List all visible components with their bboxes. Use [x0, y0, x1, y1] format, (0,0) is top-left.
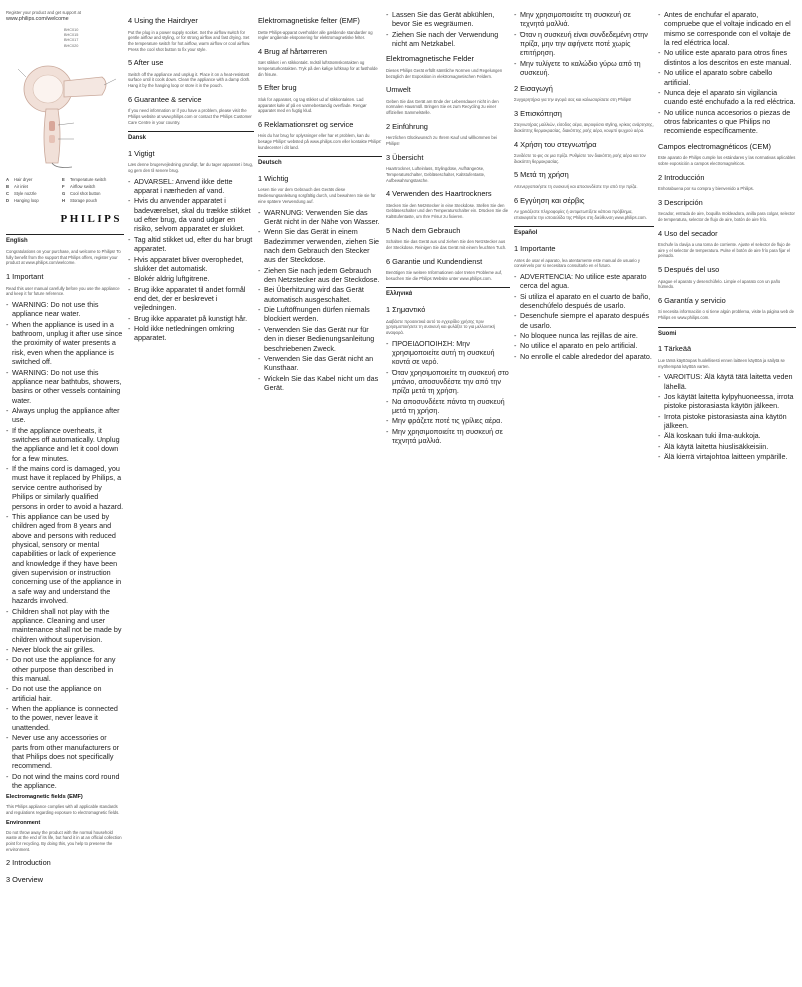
warning-item: - Wenn Sie das Gerät in einem Badezimmer verwenden, ziehen Sie nach dem Gebrauch den Stecker aus der Steckdose. [258, 227, 382, 264]
philips-logo: PHILIPS [60, 213, 122, 225]
section-title: Elektromagnetische Felder [386, 54, 474, 64]
carryover-warnings [386, 10, 510, 48]
warning-item: - Älä käytä laitetta hiuslisäkkeisiin. [658, 442, 796, 451]
section-title: 1 Tärkeää [658, 344, 692, 354]
english-warnings [6, 300, 124, 790]
section-title: 4 Χρήση του στεγνωτήρα [514, 139, 597, 149]
model-number: BHC017 [64, 38, 79, 43]
warning-item: - Älä kierrä virtajohtoa laitteen ympärille. [658, 452, 796, 461]
language-warnings [128, 177, 254, 343]
warning-item: - Älä koskaan tuki ilma-aukkoja. [658, 431, 796, 440]
warning-item: - WARNING: Do not use this appliance near water. [6, 300, 124, 319]
warning-item: - Hvis du anvender apparatet i badeværelset, skal du trække stikket ud efter brug, da vand udgør en risiko, selvom apparatet er slukket. [128, 196, 254, 233]
section-title: 6 Reklamationsret og service [258, 119, 354, 129]
part-label: Hanging loop [14, 198, 39, 204]
part-key: F [62, 184, 65, 190]
warning-item: - Children shall not play with the appliance. Cleaning and user maintenance shall not be made by children without supervision. [6, 607, 124, 644]
warning-item: - Blokér aldrig luftgitrene. [128, 274, 254, 283]
warning-item: - WARNUNG: Verwenden Sie das Gerät nicht in der Nähe von Wasser. [258, 208, 382, 227]
english-intro: Congratulations on your purchase, and welcome to Philips! To fully benefit from the support that Philips offers, register your product at www.philips.com/welcome. [6, 249, 121, 266]
column-3 [258, 0, 382, 987]
register-line: Register your product and get support at [6, 10, 81, 15]
section-text: Si necesita información o si tiene algún problema, visite la página web de Philips en www.philips.com. [658, 309, 794, 321]
language-heading: Español [514, 226, 654, 238]
model-number: BHC010 [64, 27, 79, 32]
language-heading: Suomi [658, 327, 796, 339]
important-intro: Lue tämä käyttöopas huolellisesti ennen laitteen käyttöä ja säilytä se myöhempää käyttöä varten. [658, 357, 785, 369]
warning-item: - If the mains cord is damaged, you must have it replaced by Philips, a service centre authorised by Philips or similarly qualified persons in order to avoid a hazard. [6, 464, 124, 511]
language-heading: Dansk [128, 131, 254, 143]
warning-item: - WARNING: Do not use this appliance near bathtubs, showers, basins or other vessels containing water. [6, 368, 124, 405]
warning-item: - Jos käytät laitetta kylpyhuoneessa, irrota pistoke pistorasiasta käytön jälkeen. [658, 392, 796, 411]
warning-item: - Desenchufe siempre el aparato después de usarlo. [514, 311, 654, 330]
section-text: Schalten Sie das Gerät aus und ziehen Sie den Netzstecker aus der Steckdose. Reinigen Sie das Gerät mit einem feuchten Tuch. [386, 239, 507, 250]
important-intro: Διαβάστε προσεκτικά αυτό το εγχειρίδιο χρήσης πριν χρησιμοποιήσετε τη συσκευή και φυλάξτε το για μελλοντική αναφορά. [386, 318, 496, 335]
section-text: Stecken Sie den Netzstecker in eine Steckdose. Stellen Sie den Gebläseschalter und den Temperaturschalter ein. Drücken Sie die Kaltstufentaste, um Ihre Frisur zu fixieren. [386, 202, 509, 220]
part-key: G [62, 191, 66, 197]
section-title: 5 Μετά τη χρήση [514, 170, 569, 180]
warning-item: - Antes de enchufar el aparato, compruebe que el voltaje indicado en el mismo se corresponde con el voltaje de la red eléctrica local. [658, 10, 796, 47]
column-5 [514, 0, 654, 987]
section-text: Enhorabuena por su compra y bienvenido a Philips. [658, 186, 754, 192]
important-intro: Lesen Sie vor dem Gebrauch des Geräts diese Bedienungsanleitung sorgfältig durch, und bewahren Sie sie für eine spätere Verwendung auf. [258, 187, 376, 204]
language-heading: Ελληνικά [386, 287, 510, 299]
warning-item: - Do not use the appliance on artificial hair. [6, 684, 124, 703]
warning-item: - Να αποσυνδέετε πάντα τη συσκευή μετά τη χρήση. [386, 397, 510, 416]
section-text: Συγχαρητήρια για την αγορά σας και καλωσορίσατε στη Philips! [514, 97, 632, 103]
section-title: 4 Brug af hårtørreren [258, 46, 328, 56]
model-number: BHC020 [64, 43, 79, 48]
section-title: 5 Después del uso [658, 265, 720, 275]
warning-item: - No utilice el aparato sobre cabello artificial. [658, 68, 796, 87]
section-title: 2 Introduction [6, 858, 51, 868]
warning-item: - If the appliance overheats, it switches off automatically. Unplug the appliance and let it cool down for a few minutes. [6, 426, 124, 463]
section-title: Electromagnetic fields (EMF) [6, 794, 83, 801]
warning-item: - Do not use the appliance for any other purpose than described in this manual. [6, 655, 124, 683]
section-text: Apague el aparato y desenchúfelo. Limpie el aparato con un paño húmedo. [658, 278, 781, 290]
language-warnings [514, 272, 654, 361]
model-number: BHC015 [64, 33, 79, 38]
warning-item: - Die Luftöffnungen dürfen niemals blockiert werden. [258, 305, 382, 324]
emf-text: This Philips appliance complies with all applicable standards and regulations regarding exposure to electromagnetic fields. [6, 804, 120, 815]
section-title: 6 Guarantee & service [128, 94, 202, 104]
section-title: 5 After use [128, 58, 164, 68]
warning-item: - Ziehen Sie nach jedem Gebrauch den Netzstecker aus der Steckdose. [258, 266, 382, 285]
warning-item: - Ziehen Sie nach der Verwendung nicht am Netzkabel. [386, 30, 510, 49]
warning-item: - ADVERTENCIA: No utilice este aparato cerca del agua. [514, 272, 654, 291]
warning-item: - Verwenden Sie das Gerät nur für den in dieser Bedienungsanleitung beschriebenen Zweck. [258, 325, 382, 353]
part-key: H [62, 198, 66, 204]
section-text: If you need information or if you have a problem, please visit the Philips website at www.philips.com or contact the Philips Customer Care Centre in your country. [128, 108, 252, 125]
register-block [6, 10, 124, 24]
section-text: Herzlichen Glückwunsch zu Ihrem Kauf und willkommen bei Philips! [386, 135, 498, 147]
warning-item: - Hvis apparatet bliver overophedet, slukker det automatisk. [128, 255, 254, 274]
warning-item: - Όταν η συσκευή είναι συνδεδεμένη στην πρίζα, μην την αφήνετε ποτέ χωρίς επιτήρηση. [514, 30, 654, 58]
section-text: Geben Sie das Gerät am Ende der Lebensdauer nicht in den normalen Hausmüll. Bringen Sie es zum Recycling zu einer offiziellen Sammelstelle. [386, 98, 499, 116]
part-key: A [6, 177, 10, 183]
section-title: 3 Übersicht [386, 152, 424, 162]
part-label: Hair dryer [14, 177, 33, 183]
warning-item: - Never block the air grilles. [6, 645, 124, 654]
section-text: Secador, entrada de aire, boquilla moldeadora, anilla para colgar, selector de temperatura, selector de flujo de aire, botón de aire frío. [658, 211, 795, 222]
warning-item: - Nunca deje el aparato sin vigilancia cuando esté enchufado a la red eléctrica. [658, 88, 796, 107]
hair-dryer-illustration [6, 59, 124, 171]
warning-item: - When the appliance is connected to the power, never leave it unattended. [6, 704, 124, 732]
section-title: 6 Εγγύηση και σέρβις [514, 195, 585, 205]
warning-item: - No bloquee nunca las rejillas de aire. [514, 331, 654, 340]
section-title: 4 Uso del secador [658, 228, 718, 238]
column-2 [128, 0, 254, 987]
important-intro: Læs denne brugervejledning grundigt, før du tager apparatet i brug, og gem den til senere brug. [128, 162, 254, 173]
section-text: Dieses Philips Gerät erfüllt sämtliche Normen und Regelungen bezüglich der Exposition in elektromagnetischen Feldern. [386, 67, 503, 79]
section-text: Dette Philips-apparat overholder alle gældende standarder og regler angående eksponering for elektromagnetiske felter. [258, 29, 373, 41]
section-title: 1 Vigtigt [128, 148, 155, 158]
warning-item: - When the appliance is used in a bathroom, unplug it after use since the proximity of water presents a risk, even when the appliance is switched off. [6, 320, 124, 367]
warning-item: - Μην φράζετε ποτέ τις γρίλιες αέρα. [386, 416, 510, 425]
section-title: 2 Εισαγωγή [514, 83, 553, 93]
language-warnings [258, 208, 382, 393]
parts-legend [6, 177, 124, 204]
part-label: Airflow switch [70, 184, 96, 190]
support-url[interactable]: www.philips.com/welcome [6, 15, 69, 22]
warning-item: - Irrota pistoke pistorasiasta aina käytön jälkeen. [658, 412, 796, 431]
warning-item: - Hold ikke netledningen omkring apparatet. [128, 324, 254, 343]
section-text: Este aparato de Philips cumple los estándares y las normativas aplicables sobre exposición a campos electromagnéticos. [658, 155, 796, 166]
part-label: Cool shot button [70, 191, 101, 197]
warning-item: - Bei Überhitzung wird das Gerät automatisch ausgeschaltet. [258, 285, 382, 304]
section-title: 4 Verwenden des Haartrockners [386, 189, 492, 199]
warning-item: - ΠΡΟΕΙΔΟΠΟΙΗΣΗ: Μην χρησιμοποιείτε αυτή τη συσκευή κοντά σε νερό. [386, 339, 510, 367]
warning-item: - Si utiliza el aparato en el cuarto de baño, desenchúfelo después de usarlo. [514, 292, 654, 311]
part-key: D [6, 198, 10, 204]
warning-item: - No utilice este aparato para otros fines distintos a los descritos en este manual. [658, 48, 796, 67]
carryover-warnings [658, 10, 796, 136]
section-title: 3 Overview [6, 874, 43, 884]
warning-item: - Wickeln Sie das Kabel nicht um das Gerät. [258, 374, 382, 393]
warning-item: - VAROITUS: Älä käytä tätä laitetta veden lähellä. [658, 372, 796, 391]
warning-item: - Always unplug the appliance after use. [6, 406, 124, 425]
section-title: 6 Garantie und Kundendienst [386, 256, 483, 266]
warning-item: - Μην χρησιμοποιείτε τη συσκευή σε τεχνητά μαλλιά. [386, 427, 510, 446]
environment-text: Do not throw away the product with the normal household waste at the end of its life, but hand it in at an official collection point for recycling. By doing this, you help to preserve the environment. [6, 829, 122, 852]
section-title: 3 Descripción [658, 197, 703, 207]
warning-item: - No utilice nunca accesorios o piezas de otros fabricantes o que Philips no recomiende específicamente. [658, 108, 796, 136]
section-text: Enchufe la clavija a una toma de corriente. Ajuste el selector de flujo de aire y el selector de temperatura. Pulse el botón de aire frío para fijar el peinado. [658, 242, 791, 259]
section-title: 5 Nach dem Gebrauch [386, 225, 461, 235]
section-title: 5 Efter brug [258, 83, 297, 93]
section-text: Αν χρειάζεστε πληροφορίες ή αντιμετωπίζετε κάποιο πρόβλημα, επισκεφτείτε την ιστοσελίδα της Philips στη διεύθυνση www.philips.com. [514, 209, 647, 220]
section-text: Στεγνωτήρας μαλλιών, είσοδος αέρα, ακροφύσιο styling, κρίκος ανάρτησης, διακόπτης θερμοκρασίας, διακόπτης ροής αέρα, κουμπί ψυχρού αέρα. [514, 122, 654, 133]
section-title: 2 Einführung [386, 121, 428, 131]
section-title: 1 Importante [514, 243, 556, 253]
section-title: Elektromagnetiske felter (EMF) [258, 16, 360, 25]
column-4 [386, 0, 510, 987]
section-title: 6 Garantía y servicio [658, 295, 726, 305]
important-intro: Read this user manual carefully before you use the appliance and keep it for future reference. [6, 285, 120, 297]
section-text: Απενεργοποιήστε τη συσκευή και αποσυνδέστε την από την πρίζα. [514, 183, 638, 189]
part-key: C [6, 191, 10, 197]
column-1 [6, 0, 124, 987]
warning-item: - Μην τυλίγετε το καλώδιο γύρω από τη συσκευή. [514, 59, 654, 78]
warning-item: - Do not wind the mains cord round the appliance. [6, 772, 124, 791]
warning-item: - Brug ikke apparatet til andet formål end det, der er beskrevet i vejledningen. [128, 285, 254, 313]
language-warnings [386, 339, 510, 446]
language-heading-english: English [6, 234, 124, 246]
warning-item: - Never use any accessories or parts from other manufacturers or that Philips does not specifically recommend. [6, 733, 124, 770]
warning-item: - Verwenden Sie das Gerät nicht an Kunsthaar. [258, 354, 382, 373]
section-title: 2 Introducción [658, 172, 705, 182]
section-title: 1 Σημαντικό [386, 304, 426, 314]
part-label: Temperature switch [70, 177, 107, 183]
part-label: Style nozzle [14, 191, 37, 197]
section-title: 1 Wichtig [258, 173, 289, 183]
section-title: 1 Important [6, 272, 44, 282]
model-numbers [64, 28, 124, 50]
important-intro: Antes de usar el aparato, lea atentamente este manual de usuario y consérvelo por si necesitara consultarlo en el futuro. [514, 257, 640, 269]
section-title: Umwelt [386, 85, 411, 95]
section-text: Hvis du har brug for oplysninger eller har et problem, kan du besøge Philips' websted på www.philips.com eller kontakte Philips' kundecenter i dit land. [258, 133, 382, 150]
part-key: E [62, 177, 65, 183]
warning-item: - No utilice el aparato en pelo artificial. [514, 341, 654, 350]
warning-item: - Tag altid stikket ud, efter du har brugt apparatet. [128, 235, 254, 254]
section-text: Switch off the appliance and unplug it. Place it on a heat-resistant surface until it cools down. Clean the appliance with a damp cloth. Hang it by the hanging loop or store it in the pouch. [128, 71, 251, 89]
section-text: Sluk for apparatet, og tag stikket ud af stikkontakten. Lad apparatet køle af på en varmebestandig overflade. Rengør apparatet med en fugtig klud. [258, 96, 367, 114]
section-text: Συνδέστε το φις σε μια πρίζα. Ρυθμίστε τον διακόπτη ροής αέρα και τον διακόπτη θερμοκρασίας. [514, 153, 646, 164]
warning-item: - ADVARSEL: Anvend ikke dette apparat i nærheden af vand. [128, 177, 254, 196]
column-6 [658, 0, 796, 987]
warning-item: - Όταν χρησιμοποιείτε τη συσκευή στο μπάνιο, αποσυνδέστε την από την πρίζα μετά τη χρήση. [386, 368, 510, 396]
section-text: Benötigen Sie weitere Informationen oder treten Probleme auf, besuchen Sie die Philips Website unter www.philips.com. [386, 270, 503, 281]
warning-item: - Brug ikke apparatet på kunstigt hår. [128, 314, 254, 323]
part-key: B [6, 184, 10, 190]
section-title: Environment [6, 819, 41, 826]
warning-item: - Lassen Sie das Gerät abkühlen, bevor Sie es wegräumen. [386, 10, 510, 29]
language-heading: Deutsch [258, 156, 382, 168]
section-text: Put the plug in a power supply socket. Set the airflow switch for gentle airflow and styling, or for strong airflow and fast drying. Set the temperature switch for hot airflow, warm airflow or cool airflow. Press the cool shot button to fix your style. [128, 29, 251, 52]
section-text: Sæt stikket i en stikkontakt. Indstil luftstrømskontakten og temperaturkontakten. Tryk på den kølige luftknap for at fastholde din frisure. [258, 60, 378, 77]
section-text: Haartrockner, Lufteinlass, Stylingdüse, Aufhängeöse, Temperaturschalter, Gebläseschalter, Kaltstufentaste, Aufbewahrungstasche. [386, 166, 486, 183]
part-label: Air inlet [14, 184, 28, 190]
warning-item: - No enrolle el cable alrededor del aparato. [514, 352, 654, 361]
carryover-warnings [514, 10, 654, 78]
section-title: Campos electromagnéticos (CEM) [658, 141, 771, 151]
hair-dryer-icon [12, 59, 122, 171]
language-warnings [658, 372, 796, 461]
warning-item: - Μην χρησιμοποιείτε τη συσκευή σε τεχνητά μαλλιά. [514, 10, 654, 29]
part-label: Storage pouch [70, 198, 98, 204]
section-title: 3 Επισκόπηση [514, 108, 562, 118]
warning-item: - This appliance can be used by children aged from 8 years and above and persons with reduced physical, sensory or mental capabilities or lack of experience and knowledge if they have been given supervision or instruction concerning use of the appliance in a safe way and understand the hazards involved. [6, 512, 124, 606]
section-title: 4 Using the Hairdryer [128, 16, 198, 25]
